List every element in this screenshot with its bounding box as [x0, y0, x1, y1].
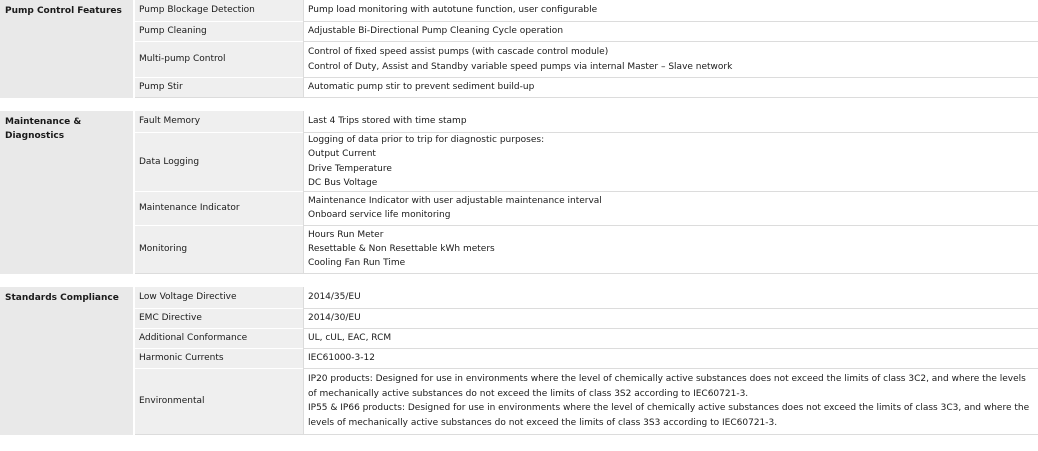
- feature-label: Low Voltage Directive: [135, 287, 303, 309]
- spec-row-monitoring: [0, 226, 1038, 274]
- spec-row-harmonic-currents: [0, 349, 1038, 369]
- description-line: IEC61000-3-12: [308, 352, 375, 363]
- description-line: Output Current: [308, 149, 376, 160]
- feature-description: [303, 78, 1038, 98]
- feature-label: Harmonic Currents: [135, 349, 303, 369]
- category-standards-compliance: Standards Compliance: [0, 287, 135, 435]
- description-line: DC Bus Voltage: [308, 178, 378, 189]
- spec-row-maintenance-indicator: [0, 192, 1038, 226]
- description-line: Adjustable Bi-Directional Pump Cleaning Cycle operation: [308, 26, 564, 37]
- description-line: IP20 products: Designed for use in environments where the level of chemically active substances does not exceed the limits of class 3C2, and where the levels of mechanically active substances do not exceed the limits of class 3S2 according to IEC60721-3.: [308, 374, 1026, 399]
- spec-row-low-voltage-directive: [0, 287, 1038, 309]
- spec-row-pump-stir: [0, 78, 1038, 98]
- feature-description: [303, 226, 1038, 274]
- description-line: Last 4 Trips stored with time stamp: [308, 116, 467, 127]
- category-maintenance-diagnostics: Maintenance & Diagnostics: [0, 111, 135, 274]
- description-line: Control of Duty, Assist and Standby variable speed pumps via internal Master – Slave network: [308, 61, 733, 72]
- feature-label: Pump Cleaning: [135, 22, 303, 42]
- feature-label: Monitoring: [135, 226, 303, 274]
- feature-description: [303, 192, 1038, 226]
- feature-description: [303, 309, 1038, 329]
- feature-description: [303, 287, 1038, 309]
- feature-description: [303, 133, 1038, 192]
- section-spacer: [0, 98, 1038, 111]
- feature-description: [303, 0, 1038, 22]
- description-line: 2014/35/EU: [308, 291, 361, 302]
- feature-label: Multi-pump Control: [135, 42, 303, 78]
- feature-description: [303, 42, 1038, 78]
- description-line: Pump load monitoring with autotune function, user configurable: [308, 5, 598, 16]
- section-gap: [0, 274, 1038, 287]
- feature-description: [303, 349, 1038, 369]
- feature-description: [303, 22, 1038, 42]
- spec-row-data-logging: [0, 133, 1038, 192]
- description-line: Automatic pump stir to prevent sediment build-up: [308, 82, 535, 93]
- feature-label: Environmental: [135, 369, 303, 435]
- feature-label: Maintenance Indicator: [135, 192, 303, 226]
- feature-label: Data Logging: [135, 133, 303, 192]
- spec-row-multi-pump-control: [0, 42, 1038, 78]
- feature-description: [303, 369, 1038, 435]
- description-line: Onboard service life monitoring: [308, 210, 451, 221]
- feature-label: Pump Blockage Detection: [135, 0, 303, 22]
- spec-row-environmental: [0, 369, 1038, 435]
- feature-label: Fault Memory: [135, 111, 303, 133]
- description-line: Cooling Fan Run Time: [308, 258, 406, 269]
- description-line: UL, cUL, EAC, RCM: [308, 332, 392, 343]
- description-line: Drive Temperature: [308, 163, 392, 174]
- feature-label: Additional Conformance: [135, 329, 303, 349]
- spec-row-pump-cleaning: [0, 22, 1038, 42]
- description-line: Resettable & Non Resettable kWh meters: [308, 243, 495, 254]
- section-spacer: [0, 274, 1038, 287]
- category-pump-control-features: Pump Control Features: [0, 0, 135, 98]
- spec-row-fault-memory: [0, 111, 1038, 133]
- spec-row-pump-blockage-detection: [0, 0, 1038, 22]
- feature-description: [303, 111, 1038, 133]
- description-line: Hours Run Meter: [308, 229, 384, 240]
- description-line: IP55 & IP66 products: Designed for use in environments where the level of chemically active substances does not exceed the limits of class 3C3, and where the levels of mechanically active substances do not exceed the limits of class 3S3 according to IEC60721-3.: [308, 403, 1030, 428]
- description-line: 2014/30/EU: [308, 312, 361, 323]
- spec-row-additional-conformance: [0, 329, 1038, 349]
- feature-label: EMC Directive: [135, 309, 303, 329]
- description-line: Control of fixed speed assist pumps (with cascade control module): [308, 47, 609, 58]
- description-line: Maintenance Indicator with user adjustable maintenance interval: [308, 195, 602, 206]
- feature-label: Pump Stir: [135, 78, 303, 98]
- feature-description: [303, 329, 1038, 349]
- spec-row-emc-directive: [0, 309, 1038, 329]
- description-line: Logging of data prior to trip for diagnostic purposes:: [308, 135, 545, 145]
- section-gap: [0, 98, 1038, 111]
